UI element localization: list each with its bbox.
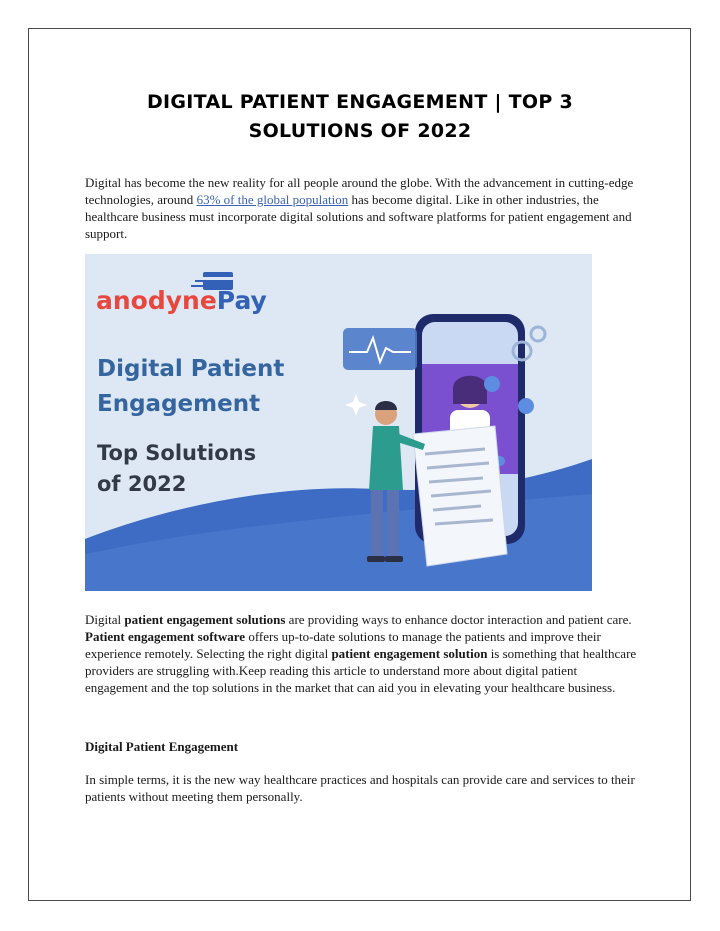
population-link[interactable]: 63% of the global population (196, 192, 349, 207)
p2-text-2: are providing ways to enhance doctor interaction and patient care. (285, 612, 632, 627)
document-illustration (413, 426, 507, 566)
p2-text-4: is something that healthcare providers are struggling with.Keep reading this article to understand more about digital patient engagement and the top solutions in the market that can aid you in elevating your healthcare business. (85, 646, 637, 695)
hero-banner-image (85, 254, 592, 591)
p2-bold-3: patient engagement solution (331, 646, 488, 661)
p2-bold-2: Patient engagement software (85, 629, 246, 644)
logo-part2: Pay (216, 286, 267, 315)
section-heading: Digital Patient Engagement (85, 739, 239, 754)
intro-text: Digital has become the new reality for all people around the globe. With the advancement in cutting-edge technologies, around (85, 175, 634, 207)
heart-pulse-icon (343, 328, 417, 370)
article-title: DIGITAL PATIENT ENGAGEMENT | TOP 3 SOLUTIONS OF 2022 (146, 91, 574, 142)
chat-icon (484, 376, 500, 392)
p2-bold-1: patient engagement solutions (124, 612, 286, 627)
phone-icon (501, 392, 517, 408)
banner-heading-line1: Digital Patient (97, 356, 285, 382)
banner-sub-line1: Top Solutions (97, 441, 257, 465)
banner-heading-line2: Engagement (97, 391, 261, 417)
p2-text-1: Digital (85, 612, 125, 627)
logo-part1: anodyne (96, 286, 217, 315)
section-body: In simple terms, it is the new way healthcare practices and hospitals can provide care and services to their patients without meeting them personally. (85, 772, 635, 804)
banner-sub-line2: of 2022 (97, 472, 187, 496)
intro-paragraph (85, 174, 640, 242)
video-icon (518, 398, 534, 414)
intro-text-end: has become digital. Like in other industries, the healthcare business must incorporate digital solutions and software platforms for patient engagement and support. (85, 192, 632, 241)
p2-text-3: offers up-to-date solutions to manage the patients and improve their experience remotely. Selecting the right digital (85, 629, 601, 661)
banner-logo (96, 286, 267, 315)
solutions-paragraph (85, 611, 640, 696)
